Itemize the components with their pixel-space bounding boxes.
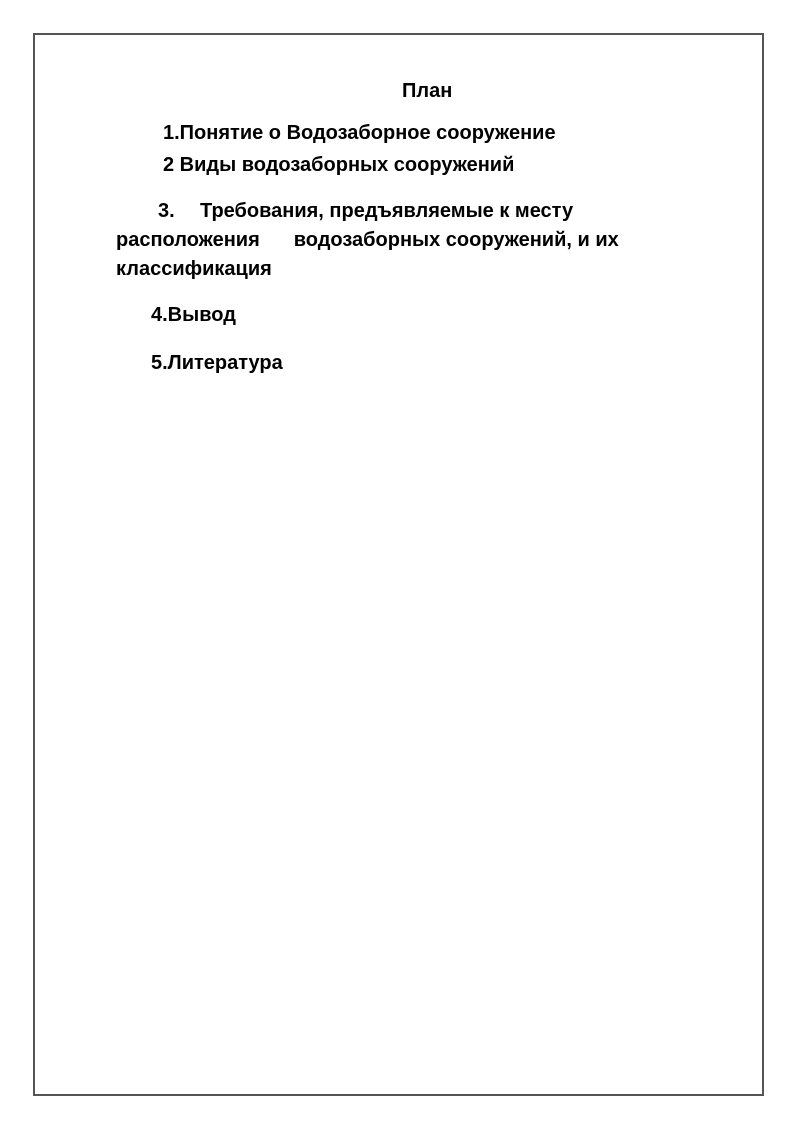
page-frame: [33, 33, 764, 1096]
document-title: План: [402, 80, 453, 102]
plan-item-3-text-1: Требования, предъявляемые к месту: [200, 200, 574, 222]
plan-item-3-line-1: [116, 197, 676, 226]
plan-item-2: 2 Виды водозаборных сооружений: [163, 154, 515, 176]
plan-item-5: 5.Литература: [151, 352, 283, 374]
plan-item-4: 4.Вывод: [151, 304, 236, 326]
plan-item-3-line-3: классификация: [116, 258, 272, 280]
plan-item-1: 1.Понятие о Водозаборное сооружение: [163, 122, 556, 144]
plan-item-3: [116, 197, 676, 284]
plan-item-3-text-2b: водозаборных сооружений, и их: [293, 229, 619, 251]
plan-item-3-text-2a: расположения: [116, 229, 260, 251]
plan-item-3-number: 3.: [158, 200, 175, 222]
plan-item-3-line-2: [116, 226, 676, 255]
